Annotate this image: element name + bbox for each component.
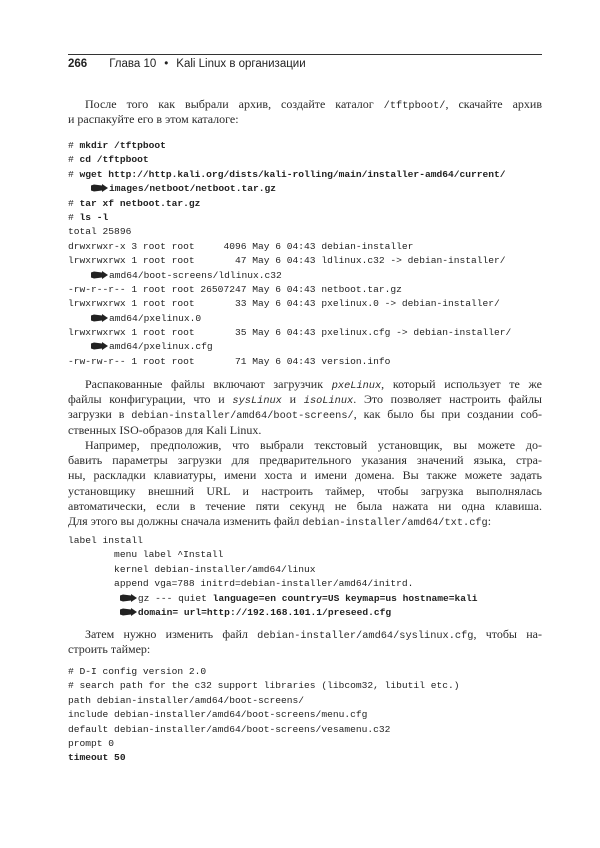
text-line (68, 484, 542, 499)
inline-code: debian-installer/amd64/syslinux.cfg (257, 630, 474, 642)
code-text: menu label ^Install (68, 549, 224, 561)
code-command: wget http://http.kali.org/dists/kali-rolling/main/installer-amd64/current/ (79, 168, 506, 180)
running-header (68, 58, 306, 70)
inline-code: debian-installer/amd64/txt.cfg (302, 516, 488, 529)
code-line (68, 283, 542, 297)
text-run: файлы конфигурации, что и (68, 392, 233, 407)
inline-code-italic: isoLinux (303, 395, 354, 408)
text-line (68, 112, 542, 127)
code-text: -rw-r--r-- 1 root root 26507247 May 6 04:43 netboot.tar.gz (68, 283, 402, 295)
code-text: default debian-installer/amd64/boot-screens/vesamenu.c32 (68, 723, 391, 735)
text-run: , скачайте архив (445, 97, 542, 111)
text-run: и распакуйте его в этом каталоге: (68, 112, 239, 127)
code-line (68, 577, 542, 591)
code-line (68, 737, 542, 751)
code-line (68, 197, 542, 211)
text-line (68, 627, 542, 642)
code-text: # (68, 197, 80, 209)
header-rule (68, 54, 542, 55)
text-run: ны, раскладки клавиатуры, имени хоста и имени домена. Вы также можете задать (68, 468, 542, 483)
text-run: ственных ISO-образов для Kali Linux. (68, 422, 262, 437)
text-run: Для этого вы должны сначала изменить файл (68, 513, 303, 528)
text-run: бавить параметры загрузки для предварительного указания значений языка, стра- (68, 453, 542, 468)
line-continuation-arrow-icon (91, 313, 108, 321)
code-text: gz --- quiet (137, 592, 213, 604)
code-text: -rw-rw-r-- 1 root root 71 May 6 04:43 version.info (68, 355, 391, 367)
code-text: total 25896 (68, 226, 132, 238)
text-run: автоматически, если в течение пяти секунд не была нажата ни одна клавиша. (68, 498, 542, 513)
code-command: images/netboot/netboot.tar.gz (109, 183, 276, 195)
code-line (68, 665, 542, 679)
code-text: lrwxrwxrwx 1 root root 35 May 6 04:43 pxelinux.cfg -> debian-installer/ (68, 327, 512, 339)
inline-code: debian-installer/amd64/boot-screens/ (131, 410, 354, 423)
code-text: # (68, 168, 80, 180)
line-continuation-arrow-icon (120, 593, 137, 601)
inline-code: /tftpboot/ (383, 100, 446, 112)
code-text: # (68, 140, 80, 151)
text-line (68, 377, 542, 392)
code-text: append vga=788 initrd=debian-installer/amd64/initrd. (68, 578, 414, 590)
text-run: , как было бы при создании соб- (353, 407, 542, 422)
code-listing (68, 139, 542, 369)
code-command: timeout 50 (68, 752, 126, 764)
code-text: drwxrwxr-x 3 root root 4096 May 6 04:43 debian-installer (68, 240, 414, 252)
code-text: kernel debian-installer/amd64/linux (68, 563, 316, 575)
text-run: После того как выбрали архив, создайте каталог (85, 97, 384, 111)
code-line (68, 708, 542, 722)
text-run: строить таймер: (68, 642, 151, 657)
code-text: lrwxrwxrwx 1 root root 47 May 6 04:43 ldlinux.c32 -> debian-installer/ (68, 255, 506, 267)
code-text: label install (68, 535, 143, 546)
text-run: Распакованные файлы включают загрузчик (85, 377, 332, 391)
code-line (68, 139, 542, 153)
text-line (68, 499, 542, 514)
code-listing (68, 534, 542, 620)
line-continuation-arrow-icon (91, 270, 108, 278)
paragraph (68, 438, 542, 529)
code-line (68, 340, 542, 354)
code-command: mkdir /tftpboot (79, 140, 166, 151)
text-line (68, 392, 542, 407)
code-text: prompt 0 (68, 737, 115, 749)
code-line (68, 312, 542, 326)
paragraph (68, 97, 542, 127)
code-text: include debian-installer/amd64/boot-screens/menu.cfg (68, 709, 368, 721)
code-line (68, 679, 542, 693)
code-line (68, 326, 542, 340)
code-text: amd64/boot-screens/ldlinux.c32 (109, 269, 282, 281)
text-run: и (281, 392, 304, 407)
code-line (68, 168, 542, 182)
code-line (68, 254, 542, 268)
code-command: domain= url=http://192.168.101.1/preseed.cfg (137, 606, 392, 618)
page-number: 266 (68, 58, 88, 70)
line-continuation-arrow-icon (91, 341, 108, 349)
code-line (68, 548, 542, 562)
text-line (68, 468, 542, 483)
text-run: Затем нужно изменить файл (85, 627, 258, 641)
code-line (68, 225, 542, 239)
text-line (68, 407, 542, 422)
code-command: ls -l (79, 211, 109, 223)
text-line (68, 453, 542, 468)
code-command: tar xf netboot.tar.gz (79, 197, 201, 209)
code-command: cd /tftpboot (79, 154, 149, 166)
code-text: # D-I config version 2.0 (68, 666, 207, 677)
code-text: path debian-installer/amd64/boot-screens/ (68, 694, 305, 706)
code-line (68, 211, 542, 225)
line-continuation-arrow-icon (120, 607, 137, 615)
paragraph (68, 377, 542, 438)
bullet-separator: • (164, 58, 169, 70)
paragraph (68, 627, 542, 657)
code-line (68, 592, 542, 606)
text-run: загрузки в (68, 407, 132, 422)
text-line (68, 423, 542, 438)
code-line (68, 694, 542, 708)
inline-code-italic: pxeLinux (331, 380, 382, 392)
text-run: , чтобы на- (473, 627, 542, 641)
code-text: lrwxrwxrwx 1 root root 33 May 6 04:43 pxelinux.0 -> debian-installer/ (68, 298, 500, 310)
code-line (68, 563, 542, 577)
code-line (68, 297, 542, 311)
code-listing (68, 665, 542, 766)
code-text: amd64/pxelinux.cfg (109, 341, 213, 353)
text-line (68, 438, 542, 453)
chapter-title: Kali Linux в организации (176, 58, 306, 70)
code-text: # (68, 211, 80, 223)
code-text: # search path for the c32 support libraries (libcom32, libutil etc.) (68, 680, 460, 692)
code-line (68, 153, 542, 167)
text-line (68, 97, 542, 112)
text-run: : (487, 513, 492, 528)
code-line (68, 534, 542, 548)
code-line (68, 182, 542, 196)
code-line (68, 269, 542, 283)
text-run: , который использует те же (381, 377, 542, 391)
text-line (68, 514, 542, 529)
code-line (68, 240, 542, 254)
code-line (68, 723, 542, 737)
text-run: Например, предположив, что выбрали текстовый установщик, вы можете до- (85, 438, 542, 452)
code-command: language=en country=US keymap=us hostname=kali (212, 592, 478, 604)
code-text: amd64/pxelinux.0 (109, 312, 202, 324)
chapter-label: Глава 10 (109, 58, 157, 70)
inline-code-italic: sysLinux (232, 395, 282, 408)
text-run: установщику внешний URL и настроить таймер, чтобы загрузка выполнялась (68, 483, 542, 498)
text-run: . Это позволяет настроить файлы (353, 392, 542, 407)
code-text: # (68, 154, 80, 166)
code-line (68, 355, 542, 369)
code-line (68, 751, 542, 765)
line-continuation-arrow-icon (91, 183, 108, 191)
code-line (68, 606, 542, 620)
text-line (68, 642, 542, 657)
